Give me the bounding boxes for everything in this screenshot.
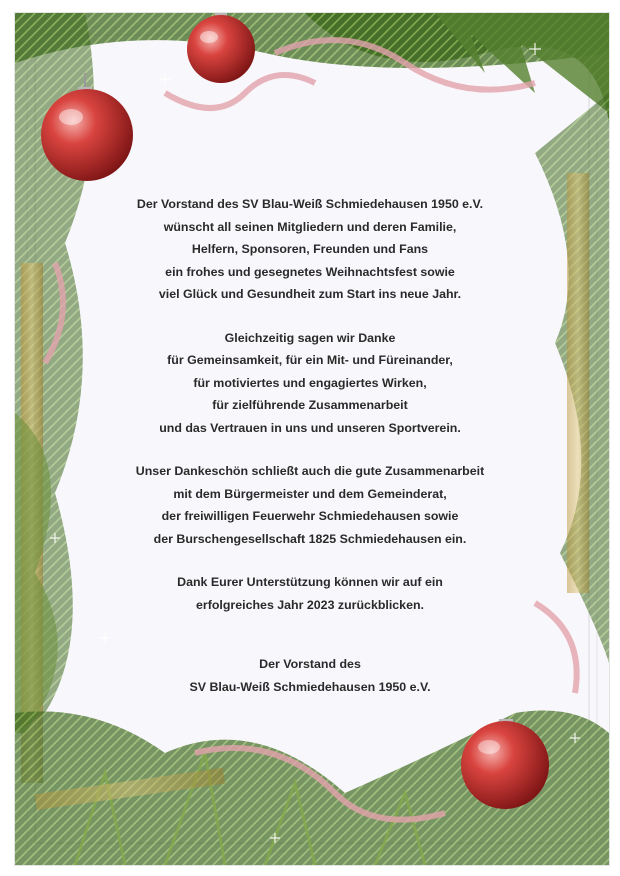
signature	[110, 653, 510, 698]
text-line: ein frohes und gesegnetes Weihnachtsfest sowie	[165, 264, 455, 279]
text-line: Gleichzeitig sagen wir Danke	[224, 330, 396, 345]
text-line: und das Vertrauen in uns und unseren Sportverein.	[159, 420, 461, 435]
paragraph-thanks	[110, 327, 510, 440]
text-line: für Gemeinsamkeit, für ein Mit- und Füreinander,	[167, 353, 453, 367]
paragraph-partners	[110, 460, 510, 550]
text-line: mit dem Bürgermeister und dem Gemeinderat,	[173, 486, 447, 501]
text-line: Helfern, Sponsoren, Freunden und Fans	[191, 242, 429, 256]
text-line: der freiwilligen Feuerwehr Schmiedehausen sowie	[161, 509, 459, 523]
paragraph-greeting	[110, 193, 510, 306]
text-line: viel Glück und Gesundheit zum Start ins neue Jahr.	[158, 287, 462, 301]
text-line: Der Vorstand des SV Blau-Weiß Schmiedehausen 1950 e.V.	[136, 197, 484, 211]
text-line: für motiviertes und engagiertes Wirken,	[193, 375, 427, 390]
letter-body	[110, 193, 510, 719]
text-line: für zielführende Zusammenarbeit	[212, 398, 408, 412]
signature-line: Der Vorstand des	[259, 657, 361, 671]
text-line: der Burschengesellschaft 1825 Schmiedehausen ein.	[153, 531, 467, 546]
text-line: Dank Eurer Unterstützung können wir auf ein	[177, 575, 443, 589]
right-garland	[535, 93, 609, 663]
text-line: erfolgreiches Jahr 2023 zurückblicken.	[196, 597, 424, 612]
text-line: wünscht all seinen Mitgliedern und deren Familie,	[163, 219, 457, 234]
greeting-card	[14, 12, 610, 866]
paragraph-outlook	[110, 571, 510, 616]
signature-line: SV Blau-Weiß Schmiedehausen 1950 e.V.	[189, 679, 431, 694]
text-line: Unser Dankeschön schließt auch die gute Zusammenarbeit	[135, 464, 485, 478]
